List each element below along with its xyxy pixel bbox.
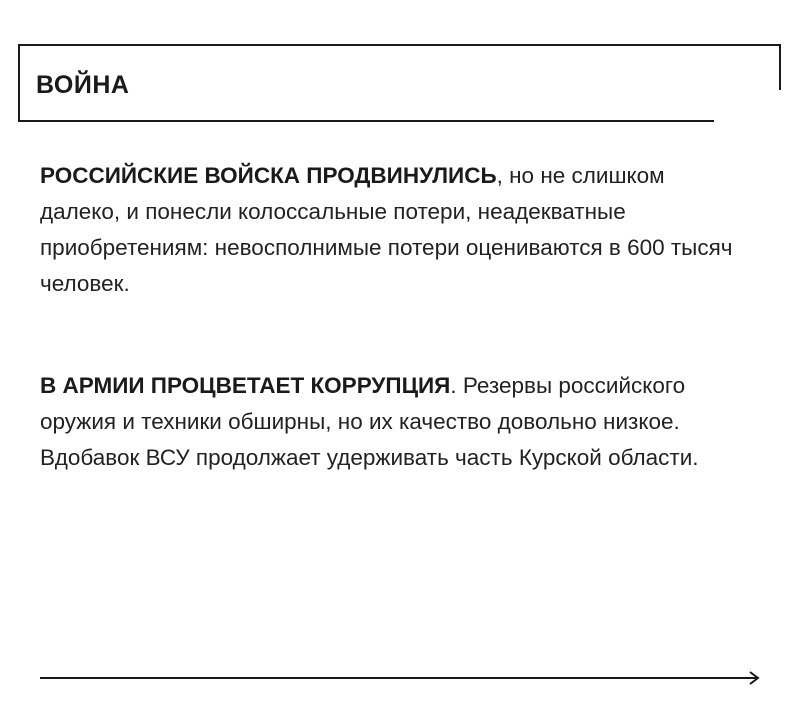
- paragraph-lead: РОССИЙСКИЕ ВОЙСКА ПРОДВИНУЛИСЬ: [40, 163, 497, 188]
- paragraph-lead: В АРМИИ ПРОЦВЕТАЕТ КОРРУПЦИЯ: [40, 373, 451, 398]
- paragraph-text: . Резервы российского оружия и техники обширны, но их качество довольно низкое. Вдобавок ВСУ продолжает удерживать часть Курской области.: [40, 373, 699, 470]
- header-top-line: [18, 44, 780, 46]
- section-title: ВОЙНА: [36, 71, 130, 99]
- arrow-right-icon[interactable]: [40, 668, 762, 688]
- paragraph-advance: [40, 158, 740, 302]
- header-right-tick: [779, 44, 781, 90]
- paragraph-text: , но не слишком далеко, и понесли колоссальные потери, неадекватные приобретениям: невосполнимые потери оцениваются в 600 тысяч человек.: [40, 163, 733, 296]
- paragraph-corruption: [40, 368, 740, 476]
